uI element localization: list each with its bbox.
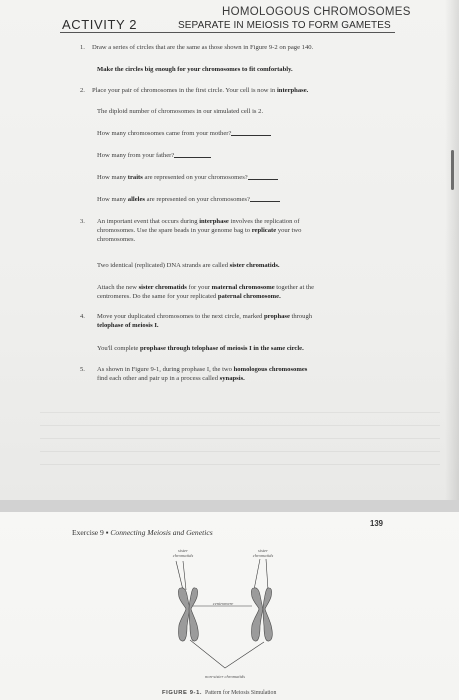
item-2-line-1: Place your pair of chromosomes in the first circle. Your cell is now in interphase. (92, 87, 309, 94)
pointer-line (176, 561, 183, 590)
item-2-line-2: The diploid number of chromosomes in our simulated cell is 2. (97, 108, 264, 115)
item-5-line-1: As shown in Figure 9-1, during prophase I, the two homologous chromosomes (97, 366, 308, 373)
page-number: 139 (370, 519, 384, 528)
item-4-para-2: You'll complete prophase through telophase of meiosis I in the same circle. (97, 345, 304, 352)
pointer-line (266, 559, 268, 590)
item-number: 5. (80, 366, 85, 373)
item-5-line-2: find each other and pair up in a process called synapsis. (97, 375, 245, 382)
item-3-para-3-line-1: Attach the new sister chromatids for your maternal chromosome together at the (97, 284, 315, 291)
item-3-line-2: chromosomes. Use the spare beads in your genome bag to replicate your two (97, 227, 302, 234)
item-4-line-1: Move your duplicated chromosomes to the next circle, marked prophase through (97, 313, 313, 320)
figure-caption: FIGURE 9-1. Pattern for Meiosis Simulation (162, 690, 277, 696)
question-traits: How many traits are represented on your chromosomes? (97, 174, 278, 183)
item-number: 1. (80, 44, 85, 51)
nonsister-pointer (190, 640, 264, 668)
chromosome-right (251, 588, 272, 641)
label-sister-chromatids-right: sister chromatids (252, 548, 274, 559)
pointer-line (254, 559, 260, 590)
item-number: 4. (80, 313, 85, 320)
item-4-line-2: telophase of meiosis I. (97, 322, 159, 329)
label-sister-chromatids-left: sister chromatids (172, 548, 194, 559)
item-3-line-1: An important event that occurs during interphase involves the replication of (97, 218, 300, 225)
label-nonsister-chromatids: non-sister chromatids (204, 674, 246, 679)
item-3-para-2: Two identical (replicated) DNA strands are called sister chromatids. (97, 262, 280, 269)
item-number: 2. (80, 87, 85, 94)
item-3-line-3: chromosomes. (97, 236, 136, 243)
exercise-header: Exercise 9 ▪ Connecting Meiosis and Genetics (72, 528, 213, 537)
question-alleles: How many alleles are represented on your chromosomes? (97, 196, 280, 205)
question-father: How many from your father? (97, 152, 211, 161)
item-number: 3. (80, 218, 85, 225)
item-3-para-3-line-2: centromeres. Do the same for your replicated paternal chromosome. (97, 293, 281, 300)
item-1-line-2: Make the circles big enough for your chromosomes to fit comfortably. (97, 66, 293, 73)
pointer-line (183, 561, 186, 590)
item-1-line-1: Draw a series of circles that are the same as those shown in Figure 9-2 on page 140. (92, 44, 314, 51)
label-centromere: centromere (212, 601, 234, 606)
activity-label: ACTIVITY 2 (62, 17, 138, 32)
chromosome-left (178, 588, 198, 641)
question-mother: How many chromosomes came from your mother? (97, 130, 271, 139)
activity-subtitle: SEPARATE IN MEIOSIS TO FORM GAMETES (178, 20, 391, 31)
page-title: HOMOLOGOUS CHROMOSOMES (222, 6, 411, 18)
